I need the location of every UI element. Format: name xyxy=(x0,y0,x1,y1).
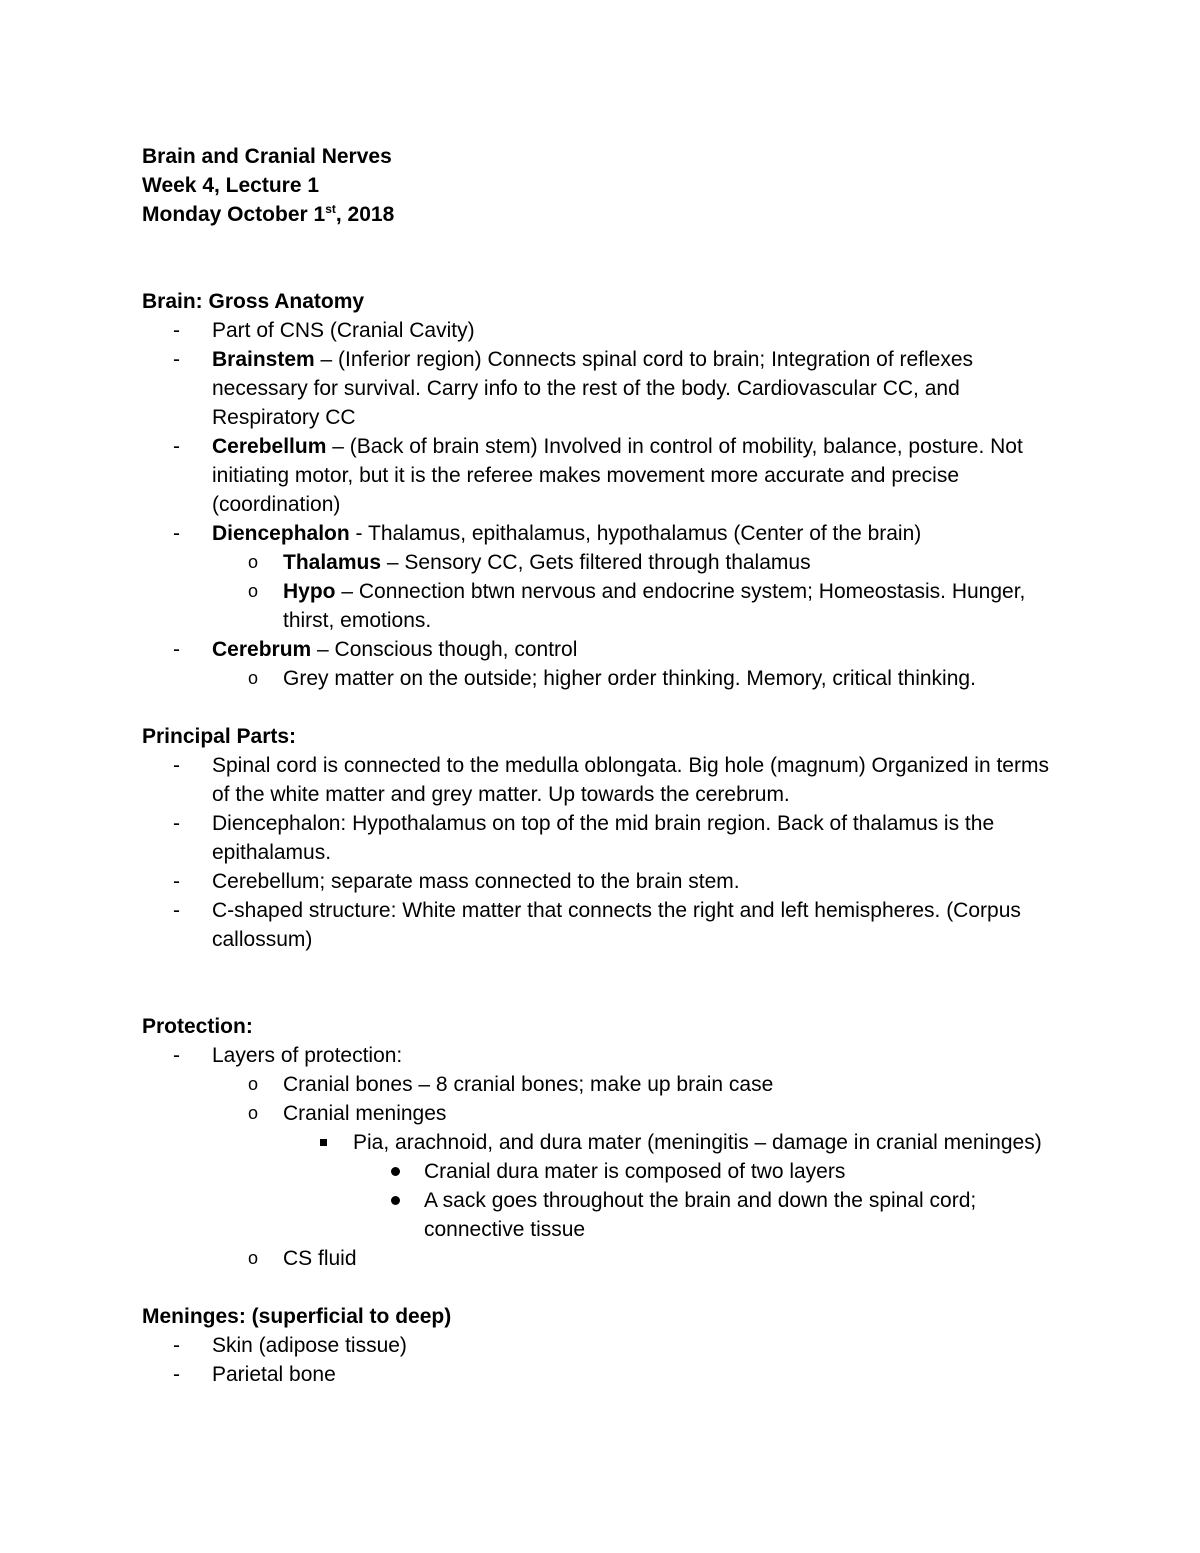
gross-anatomy-list xyxy=(142,316,1062,693)
list-item: - Parietal bone xyxy=(142,1360,1062,1389)
meninges-list xyxy=(142,1331,1062,1389)
sub-sub-list-item: Pia, arachnoid, and dura mater (meningitis – damage in cranial meninges) Cranial dura mater is composed of two layers A sack goes throughout the brain and down the spinal cord; connective tissue xyxy=(283,1128,1062,1244)
dash-bullet: - xyxy=(173,1334,180,1357)
list-item: - Diencephalon: Hypothalamus on top of the mid brain region. Back of thalamus is the epithalamus. xyxy=(142,809,1062,867)
sub-list xyxy=(212,664,1062,693)
term: Brainstem xyxy=(212,348,315,371)
circle-bullet: o xyxy=(248,1248,259,1268)
term: Hypo xyxy=(283,580,336,603)
term: Cerebellum xyxy=(212,435,327,458)
dash-bullet: - xyxy=(173,348,180,371)
list-item: - Skin (adipose tissue) xyxy=(142,1331,1062,1360)
section-heading-meninges: Meninges: (superficial to deep) xyxy=(142,1305,452,1328)
dash-bullet: - xyxy=(173,870,180,893)
deep-list xyxy=(353,1157,1062,1244)
deep-list-item: A sack goes throughout the brain and down the spinal cord; connective tissue xyxy=(353,1186,1062,1244)
list-item: - Cerebrum – Conscious though, control o Grey matter on the outside; higher order thinking. Memory, critical thinking. xyxy=(142,635,1062,693)
sub-list xyxy=(212,1070,1062,1273)
deep-list-item: Cranial dura mater is composed of two layers xyxy=(353,1157,1062,1186)
circle-bullet: o xyxy=(248,1103,259,1123)
square-bullet xyxy=(320,1139,327,1146)
dash-bullet: - xyxy=(173,638,180,661)
header-block xyxy=(142,142,1062,229)
list-item: - Cerebellum – (Back of brain stem) Involved in control of mobility, balance, posture. Not initiating motor, but it is the referee makes movement more accurate and precise (coordination) xyxy=(142,432,1062,519)
list-item: - Brainstem – (Inferior region) Connects spinal cord to brain; Integration of reflexes necessary for survival. Carry info to the rest of the body. Cardiovascular CC, and Respiratory CC xyxy=(142,345,1062,432)
section-heading-principal-parts: Principal Parts: xyxy=(142,725,297,748)
document-body xyxy=(142,142,1062,1389)
section-heading-protection: Protection: xyxy=(142,1015,253,1038)
sub-list xyxy=(212,548,1062,635)
term: Thalamus xyxy=(283,551,382,574)
section-heading-gross-anatomy: Brain: Gross Anatomy xyxy=(142,290,365,313)
sub-list-item: o Thalamus – Sensory CC, Gets filtered through thalamus xyxy=(212,548,1062,577)
dash-bullet: - xyxy=(173,812,180,835)
sub-list-item: o Grey matter on the outside; higher order thinking. Memory, critical thinking. xyxy=(212,664,1062,693)
document-title: Brain and Cranial Nerves xyxy=(142,145,392,168)
sub-list-item: o Cranial bones – 8 cranial bones; make up brain case xyxy=(212,1070,1062,1099)
term: Diencephalon xyxy=(212,522,350,545)
dash-bullet: - xyxy=(173,899,180,922)
sub-list-item: o CS fluid xyxy=(212,1244,1062,1273)
dot-bullet xyxy=(391,1196,400,1205)
list-item: - Diencephalon - Thalamus, epithalamus, hypothalamus (Center of the brain) o Thalamus – Sensory CC, Gets filtered through thalamus o Hypo – Connection btwn nervous and endocrine system; Homeostasis. Hunger, thirst, emotions. xyxy=(142,519,1062,635)
dash-bullet: - xyxy=(173,1363,180,1386)
dash-bullet: - xyxy=(173,319,180,342)
lecture-info: Week 4, Lecture 1 xyxy=(142,174,320,197)
sub-list-item: o Hypo – Connection btwn nervous and endocrine system; Homeostasis. Hunger, thirst, emotions. xyxy=(212,577,1062,635)
dot-bullet xyxy=(391,1167,400,1176)
sub-list-item: o Cranial meninges Pia, arachnoid, and dura mater (meningitis – damage in cranial meninges) Cranial dura mater is composed of two layers A sack goes throughout the brain and down the spinal cord; connective tissue xyxy=(212,1099,1062,1244)
sub-sub-list xyxy=(283,1128,1062,1244)
list-item: - C-shaped structure: White matter that connects the right and left hemispheres. (Corpus callossum) xyxy=(142,896,1062,954)
list-item: - Layers of protection: o Cranial bones – 8 cranial bones; make up brain case o Cranial meninges Pia, arachnoid, and dura mater (meningitis – damage in cranial meninges) Cranial dura mater is composed of two layers A sack goes throughout the brain and down the spinal cord; connective tissue o CS fluid xyxy=(142,1041,1062,1273)
protection-list xyxy=(142,1041,1062,1273)
dash-bullet: - xyxy=(173,754,180,777)
circle-bullet: o xyxy=(248,581,259,601)
dash-bullet: - xyxy=(173,435,180,458)
circle-bullet: o xyxy=(248,552,259,572)
principal-parts-list xyxy=(142,751,1062,954)
list-item: - Spinal cord is connected to the medulla oblongata. Big hole (magnum) Organized in terms of the white matter and grey matter. Up towards the cerebrum. xyxy=(142,751,1062,809)
list-item: - Cerebellum; separate mass connected to the brain stem. xyxy=(142,867,1062,896)
lecture-date: Monday October 1st, 2018 xyxy=(142,202,395,226)
dash-bullet: - xyxy=(173,522,180,545)
circle-bullet: o xyxy=(248,668,259,688)
dash-bullet: - xyxy=(173,1044,180,1067)
term: Cerebrum xyxy=(212,638,312,661)
list-item: - Part of CNS (Cranial Cavity) xyxy=(142,316,1062,345)
circle-bullet: o xyxy=(248,1074,259,1094)
